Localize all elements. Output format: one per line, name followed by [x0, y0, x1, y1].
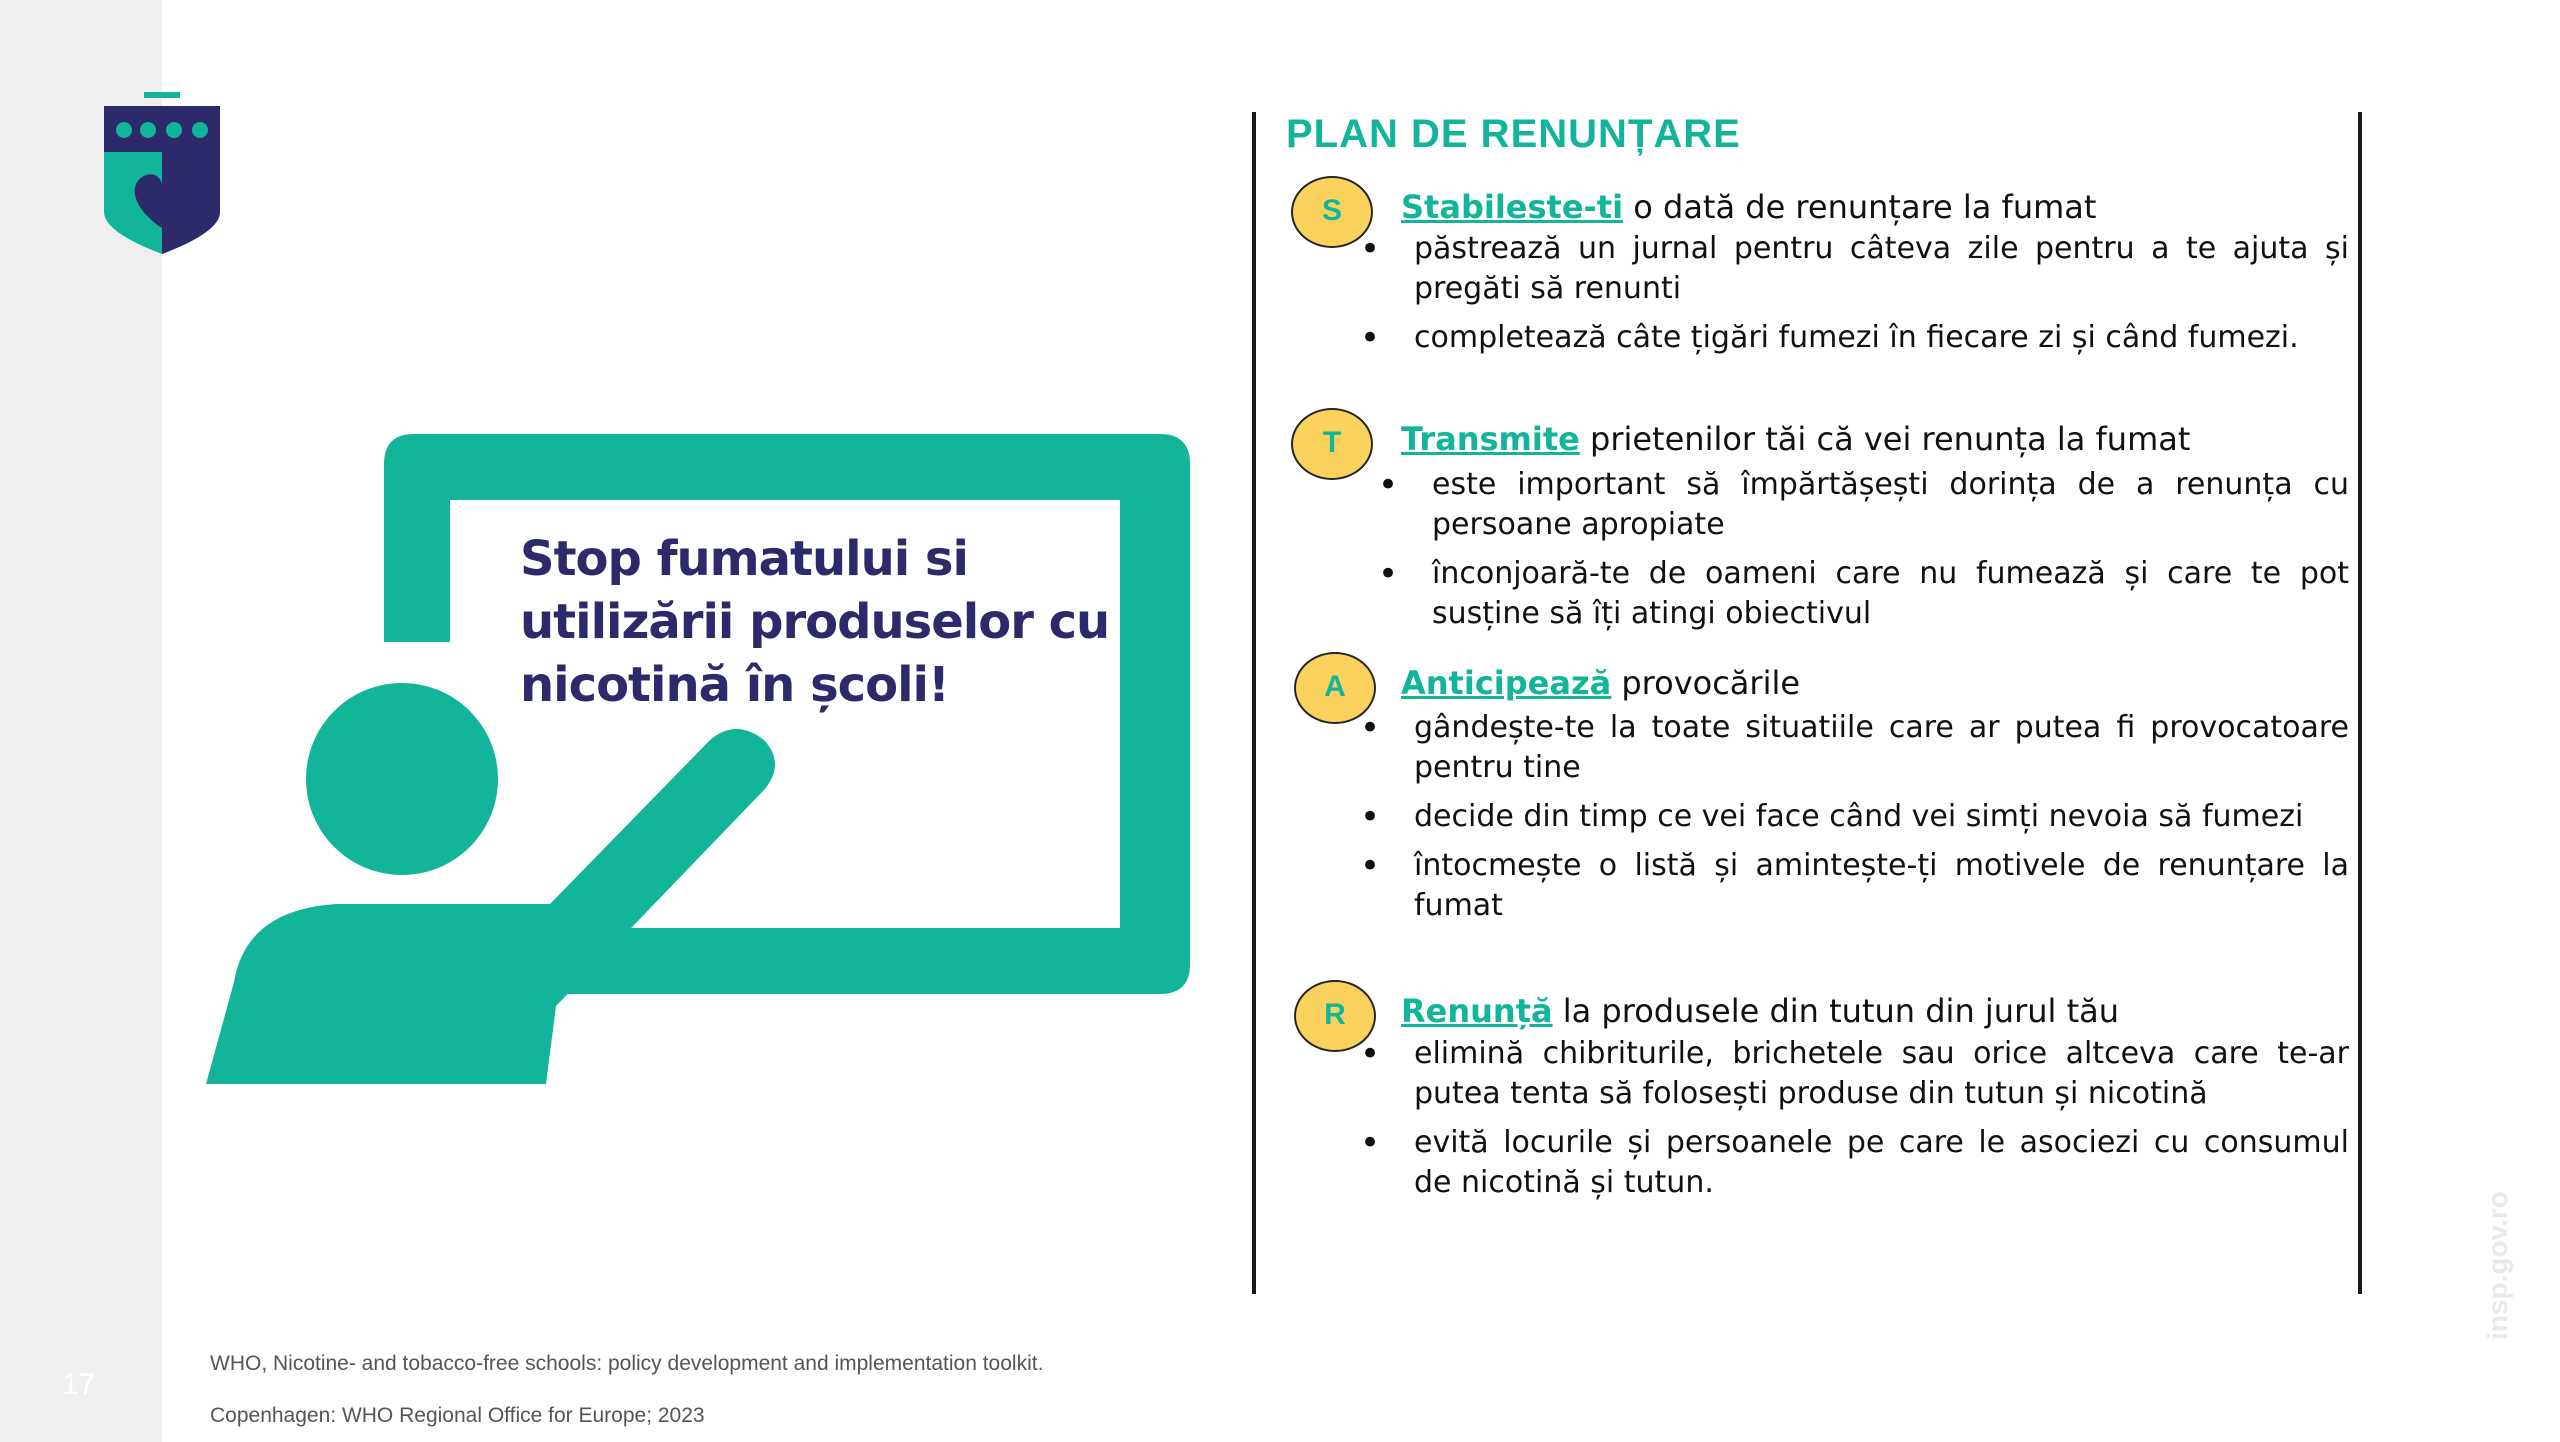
- bullet-list: [1414, 708, 2349, 935]
- shield-heart-logo-icon: [104, 92, 220, 254]
- section-heading: [1401, 992, 2119, 1030]
- list-item: • înconjoară-te de oameni care nu fumează și care te pot susține să îți atingi obiectivul: [1432, 554, 2349, 634]
- section-keyword: Transmite: [1401, 420, 1580, 458]
- section-heading: [1401, 664, 1800, 702]
- title-line: utilizării produselor cu: [520, 594, 1110, 650]
- title-line: nicotină în școli!: [520, 657, 949, 713]
- bullet-list: [1414, 229, 2349, 367]
- section-heading: [1401, 420, 2190, 458]
- watermark: insp.gov.ro: [2482, 1191, 2513, 1340]
- section-heading-rest: prietenilor tăi că vei renunța la fumat: [1579, 420, 2191, 458]
- bullet-list: [1432, 465, 2349, 643]
- letter-badge: A: [1294, 652, 1376, 724]
- section-heading-rest: la produsele din tutun din jurul tău: [1552, 992, 2119, 1030]
- slide-title: [520, 528, 1120, 717]
- list-item: • elimină chibriturile, brichetele sau orice altceva care te-ar putea tenta să folosești produse din tutun și nicotină: [1414, 1034, 2349, 1114]
- letter-badge: S: [1291, 176, 1373, 248]
- reference-line: WHO, Nicotine- and tobacco-free schools: policy development and implementation toolkit.: [210, 1352, 1044, 1375]
- left-sidebar: [0, 0, 162, 1442]
- list-item: • gândește-te la toate situatiile care ar putea fi provocatoare pentru tine: [1414, 708, 2349, 788]
- reference-line: Copenhagen: WHO Regional Office for Europe; 2023: [210, 1404, 705, 1427]
- section-heading-rest: o dată de renunțare la fumat: [1623, 188, 2097, 226]
- list-item: • este important să împărtășești dorința de a renunța cu persoane apropiate: [1432, 465, 2349, 545]
- quit-plan-panel: [1252, 112, 2362, 1294]
- list-item: • evită locurile și persoanele pe care le asociezi cu consumul de nicotină și tutun.: [1414, 1123, 2349, 1203]
- title-line: Stop fumatului si: [520, 531, 968, 587]
- slide-number: 17: [62, 1368, 96, 1401]
- section-heading-rest: provocările: [1611, 664, 1801, 702]
- letter-badge: R: [1294, 980, 1376, 1052]
- letter-badge: T: [1291, 408, 1373, 480]
- plan-title: PLAN DE RENUNȚARE: [1286, 112, 1741, 156]
- section-heading: [1401, 188, 2096, 226]
- section-keyword: Stabileste-ti: [1401, 188, 1624, 226]
- list-item: • decide din timp ce vei face când vei simți nevoia să fumezi: [1414, 797, 2349, 837]
- list-item: • întocmește o listă și amintește-ți motivele de renunțare la fumat: [1414, 846, 2349, 926]
- bullet-list: [1414, 1034, 2349, 1212]
- section-keyword: Anticipează: [1401, 664, 1612, 702]
- list-item: • completează câte țigări fumezi în fiecare zi și când fumezi.: [1414, 318, 2349, 358]
- section-keyword: Renunță: [1401, 992, 1553, 1030]
- list-item: • păstrează un jurnal pentru câteva zile pentru a te ajuta și pregăti să renunti: [1414, 229, 2349, 309]
